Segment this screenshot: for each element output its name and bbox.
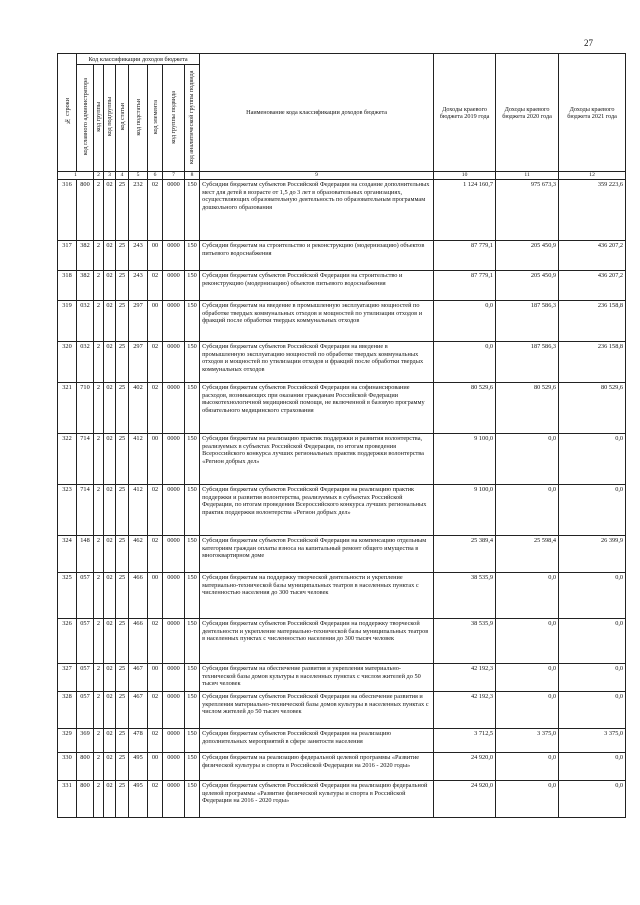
- amount-y2020: 187 586,3: [496, 342, 559, 383]
- code-admin: 710: [77, 383, 94, 434]
- code-sub: 0000: [163, 485, 185, 536]
- code-sg: 02: [104, 573, 116, 619]
- code-st: 25: [116, 729, 129, 753]
- amount-y2020: 0,0: [496, 434, 559, 485]
- code-ss: 297: [129, 301, 148, 342]
- table-row: [58, 485, 626, 536]
- code-sub: 0000: [163, 781, 185, 818]
- amount-y2021: 436 207,2: [559, 271, 626, 301]
- table-row: [58, 271, 626, 301]
- code-an: 150: [185, 781, 200, 818]
- table-row: [58, 619, 626, 664]
- table-row: [58, 301, 626, 342]
- amount-y2019: 87 779,1: [434, 241, 496, 271]
- code-st: 25: [116, 573, 129, 619]
- header-income-2020: Доходы краевого бюджета 2020 года: [496, 54, 559, 172]
- code-g: 2: [94, 573, 104, 619]
- header-element: код элемента: [148, 65, 163, 172]
- amount-y2020: 0,0: [496, 692, 559, 729]
- code-sub: 0000: [163, 573, 185, 619]
- code-sub: 0000: [163, 241, 185, 271]
- code-an: 150: [185, 729, 200, 753]
- column-number: 4: [116, 172, 129, 180]
- code-admin: 800: [77, 753, 94, 781]
- code-n: 324: [58, 536, 77, 573]
- code-g: 2: [94, 383, 104, 434]
- column-number: 8: [185, 172, 200, 180]
- column-number-row: [58, 172, 626, 180]
- header-name: Наименование кода классификации доходов бюджета: [200, 54, 434, 172]
- code-ss: 466: [129, 573, 148, 619]
- amount-y2021: 26 399,9: [559, 536, 626, 573]
- column-number: 10: [434, 172, 496, 180]
- code-ss: 495: [129, 753, 148, 781]
- code-ss: 462: [129, 536, 148, 573]
- code-admin: 714: [77, 434, 94, 485]
- code-el: 00: [148, 241, 163, 271]
- amount-y2021: 0,0: [559, 664, 626, 692]
- code-an: 150: [185, 383, 200, 434]
- code-g: 2: [94, 729, 104, 753]
- code-g: 2: [94, 342, 104, 383]
- amount-y2021: 236 158,8: [559, 301, 626, 342]
- code-el: 00: [148, 301, 163, 342]
- code-sg: 02: [104, 180, 116, 241]
- table-row: [58, 753, 626, 781]
- code-n: 331: [58, 781, 77, 818]
- amount-y2021: 3 375,0: [559, 729, 626, 753]
- code-g: 2: [94, 241, 104, 271]
- code-admin: 800: [77, 180, 94, 241]
- income-code-name: Субсидии бюджетам субъектов Российской Федерации на софинансирование расходов, возникающих при оказании гражданам Российской Федерации высокотехнологичной медицинской помощи, не включенной в базовую программу обязательного медицинского страхования: [200, 383, 434, 434]
- code-sg: 02: [104, 485, 116, 536]
- header-income-2019: Доходы краевого бюджета 2019 года: [434, 54, 496, 172]
- code-an: 150: [185, 573, 200, 619]
- code-n: 320: [58, 342, 77, 383]
- code-el: 00: [148, 664, 163, 692]
- code-el: 02: [148, 383, 163, 434]
- code-el: 02: [148, 729, 163, 753]
- code-an: 150: [185, 485, 200, 536]
- code-ss: 232: [129, 180, 148, 241]
- table-row: [58, 241, 626, 271]
- code-admin: 057: [77, 573, 94, 619]
- code-sg: 02: [104, 271, 116, 301]
- amount-y2019: 25 389,4: [434, 536, 496, 573]
- header-subgroup: код подгруппы: [104, 65, 116, 172]
- code-sub: 0000: [163, 692, 185, 729]
- code-sg: 02: [104, 536, 116, 573]
- code-el: 02: [148, 180, 163, 241]
- code-g: 2: [94, 692, 104, 729]
- amount-y2019: 9 100,0: [434, 434, 496, 485]
- code-st: 25: [116, 342, 129, 383]
- amount-y2020: 0,0: [496, 664, 559, 692]
- income-code-name: Субсидии бюджетам на реализацию федеральной целевой программы «Развитие физической культуры и спорта в Российской Федерации на 2016 - 2020 годы»: [200, 753, 434, 781]
- amount-y2021: 0,0: [559, 781, 626, 818]
- code-el: 02: [148, 342, 163, 383]
- code-g: 2: [94, 180, 104, 241]
- code-ss: 467: [129, 692, 148, 729]
- amount-y2021: 236 158,8: [559, 342, 626, 383]
- code-el: 02: [148, 692, 163, 729]
- code-el: 02: [148, 536, 163, 573]
- code-an: 150: [185, 342, 200, 383]
- code-sub: 0000: [163, 664, 185, 692]
- amount-y2021: 436 207,2: [559, 241, 626, 271]
- code-g: 2: [94, 485, 104, 536]
- code-sub: 0000: [163, 342, 185, 383]
- code-sg: 02: [104, 383, 116, 434]
- code-admin: 057: [77, 692, 94, 729]
- code-n: 329: [58, 729, 77, 753]
- header-subarticle: код подстатьи: [129, 65, 148, 172]
- amount-y2019: 1 124 160,7: [434, 180, 496, 241]
- code-admin: 382: [77, 271, 94, 301]
- code-el: 00: [148, 434, 163, 485]
- column-number: 1: [58, 172, 94, 180]
- amount-y2020: 0,0: [496, 619, 559, 664]
- code-st: 25: [116, 485, 129, 536]
- amount-y2020: 80 529,6: [496, 383, 559, 434]
- column-number: 7: [163, 172, 185, 180]
- column-number: 6: [148, 172, 163, 180]
- code-st: 25: [116, 241, 129, 271]
- amount-y2021: 80 529,6: [559, 383, 626, 434]
- code-n: 326: [58, 619, 77, 664]
- table-row: [58, 729, 626, 753]
- code-admin: 032: [77, 342, 94, 383]
- code-n: 317: [58, 241, 77, 271]
- code-admin: 800: [77, 781, 94, 818]
- column-number: 11: [496, 172, 559, 180]
- code-an: 150: [185, 301, 200, 342]
- amount-y2020: 975 673,3: [496, 180, 559, 241]
- code-el: 02: [148, 485, 163, 536]
- code-st: 25: [116, 434, 129, 485]
- code-an: 150: [185, 664, 200, 692]
- income-code-name: Субсидии бюджетам субъектов Российской Федерации на строительство и реконструкцию (модернизацию) объектов питьевого водоснабжения: [200, 271, 434, 301]
- income-code-name: Субсидии бюджетам на поддержку творческой деятельности и укрепление материально-технической базы муниципальных театров в населенных пунктах с численностью населения до 300 тысяч человек: [200, 573, 434, 619]
- code-sg: 02: [104, 664, 116, 692]
- income-code-name: Субсидии бюджетам на введение в промышленную эксплуатацию мощностей по обработке твердых коммунальных отходов и мощностей по утилизации отходов и фракций после обработки твердых коммунальных отходов: [200, 301, 434, 342]
- header-analytic-group: код аналитической группы подвида: [185, 65, 200, 172]
- code-an: 150: [185, 180, 200, 241]
- code-admin: 382: [77, 241, 94, 271]
- amount-y2019: 42 192,3: [434, 692, 496, 729]
- code-admin: 714: [77, 485, 94, 536]
- amount-y2021: 359 223,6: [559, 180, 626, 241]
- code-an: 150: [185, 241, 200, 271]
- code-ss: 243: [129, 271, 148, 301]
- amount-y2019: 42 192,3: [434, 664, 496, 692]
- table-row: [58, 664, 626, 692]
- header-classification-group: Код классификации доходов бюджета: [77, 54, 200, 65]
- income-code-name: Субсидии бюджетам субъектов Российской Федерации на реализацию практик поддержки и развития волонтерства, реализуемых в субъектах Российской Федерации, по итогам проведения Всероссийского конкурса лучших региональных практик поддержки волонтерства «Регион добрых дел»: [200, 485, 434, 536]
- amount-y2019: 38 535,9: [434, 619, 496, 664]
- code-sub: 0000: [163, 301, 185, 342]
- amount-y2021: 0,0: [559, 692, 626, 729]
- amount-y2021: 0,0: [559, 485, 626, 536]
- code-sg: 02: [104, 241, 116, 271]
- code-g: 2: [94, 753, 104, 781]
- code-st: 25: [116, 301, 129, 342]
- code-sub: 0000: [163, 536, 185, 573]
- income-code-name: Субсидии бюджетам на строительство и реконструкцию (модернизацию) объектов питьевого водоснабжения: [200, 241, 434, 271]
- code-an: 150: [185, 619, 200, 664]
- amount-y2020: 205 450,9: [496, 241, 559, 271]
- amount-y2019: 24 920,0: [434, 753, 496, 781]
- code-el: 02: [148, 271, 163, 301]
- code-st: 25: [116, 536, 129, 573]
- amount-y2019: 87 779,1: [434, 271, 496, 301]
- code-sub: 0000: [163, 180, 185, 241]
- header-admin: код главного администратора: [77, 65, 94, 172]
- income-code-name: Субсидии бюджетам субъектов Российской Федерации на поддержку творческой деятельности и укрепление материально-технической базы муниципальных театров в населенных пунктах с численностью населения до 300 тысяч человек: [200, 619, 434, 664]
- code-sg: 02: [104, 342, 116, 383]
- code-g: 2: [94, 664, 104, 692]
- amount-y2020: 0,0: [496, 781, 559, 818]
- page-number: 27: [584, 38, 593, 48]
- amount-y2021: 0,0: [559, 619, 626, 664]
- column-number: 9: [200, 172, 434, 180]
- code-st: 25: [116, 383, 129, 434]
- code-ss: 412: [129, 485, 148, 536]
- amount-y2019: 9 100,0: [434, 485, 496, 536]
- code-n: 319: [58, 301, 77, 342]
- code-ss: 412: [129, 434, 148, 485]
- code-ss: 402: [129, 383, 148, 434]
- column-number: 5: [129, 172, 148, 180]
- code-ss: 495: [129, 781, 148, 818]
- header-income-2021: Доходы краевого бюджета 2021 года: [559, 54, 626, 172]
- code-st: 25: [116, 753, 129, 781]
- amount-y2020: 205 450,9: [496, 271, 559, 301]
- code-sub: 0000: [163, 271, 185, 301]
- budget-revenue-table: [57, 53, 626, 818]
- income-code-name: Субсидии бюджетам субъектов Российской Федерации на реализацию дополнительных мероприятий в сфере занятости населения: [200, 729, 434, 753]
- amount-y2020: 0,0: [496, 485, 559, 536]
- code-sub: 0000: [163, 383, 185, 434]
- table-row: [58, 536, 626, 573]
- code-g: 2: [94, 434, 104, 485]
- code-sub: 0000: [163, 729, 185, 753]
- code-ss: 478: [129, 729, 148, 753]
- code-st: 25: [116, 692, 129, 729]
- code-n: 323: [58, 485, 77, 536]
- code-sg: 02: [104, 619, 116, 664]
- income-code-name: Субсидии бюджетам субъектов Российской Федерации на реализацию федеральной целевой программы «Развитие физической культуры и спорта в Российской Федерации на 2016 - 2020 годы»: [200, 781, 434, 818]
- code-sub: 0000: [163, 619, 185, 664]
- header-article: код статьи: [116, 65, 129, 172]
- code-sg: 02: [104, 729, 116, 753]
- code-ss: 466: [129, 619, 148, 664]
- code-sg: 02: [104, 781, 116, 818]
- code-sub: 0000: [163, 434, 185, 485]
- table-row: [58, 573, 626, 619]
- code-st: 25: [116, 180, 129, 241]
- amount-y2021: 0,0: [559, 753, 626, 781]
- code-ss: 243: [129, 241, 148, 271]
- code-g: 2: [94, 271, 104, 301]
- code-n: 328: [58, 692, 77, 729]
- code-ss: 467: [129, 664, 148, 692]
- code-an: 150: [185, 536, 200, 573]
- code-an: 150: [185, 692, 200, 729]
- column-number: 2: [94, 172, 104, 180]
- amount-y2020: 25 598,4: [496, 536, 559, 573]
- code-admin: 057: [77, 619, 94, 664]
- column-number: 12: [559, 172, 626, 180]
- code-g: 2: [94, 536, 104, 573]
- income-code-name: Субсидии бюджетам субъектов Российской Федерации на создание дополнительных мест для детей в возрасте от 1,5 до 3 лет в образовательных организациях, осуществляющих образовательную деятельность по образовательным программам дошкольного образования: [200, 180, 434, 241]
- amount-y2019: 3 712,5: [434, 729, 496, 753]
- amount-y2021: 0,0: [559, 434, 626, 485]
- code-sg: 02: [104, 434, 116, 485]
- table-row: [58, 434, 626, 485]
- code-sg: 02: [104, 301, 116, 342]
- amount-y2020: 3 375,0: [496, 729, 559, 753]
- code-sg: 02: [104, 753, 116, 781]
- amount-y2021: 0,0: [559, 573, 626, 619]
- code-n: 330: [58, 753, 77, 781]
- amount-y2019: 0,0: [434, 301, 496, 342]
- code-n: 325: [58, 573, 77, 619]
- code-st: 25: [116, 271, 129, 301]
- code-n: 322: [58, 434, 77, 485]
- amount-y2020: 187 586,3: [496, 301, 559, 342]
- code-sub: 0000: [163, 753, 185, 781]
- header-group: код группы: [94, 65, 104, 172]
- amount-y2019: 24 920,0: [434, 781, 496, 818]
- code-sg: 02: [104, 692, 116, 729]
- code-st: 25: [116, 619, 129, 664]
- code-an: 150: [185, 271, 200, 301]
- code-n: 327: [58, 664, 77, 692]
- income-code-name: Субсидии бюджетам субъектов Российской Федерации на введение в промышленную эксплуатацию мощностей по обработке твердых коммунальных отходов и мощностей по утилизации отходов и фракций после обработки твердых коммунальных отходов: [200, 342, 434, 383]
- code-st: 25: [116, 781, 129, 818]
- code-admin: 057: [77, 664, 94, 692]
- table-row: [58, 692, 626, 729]
- amount-y2020: 0,0: [496, 573, 559, 619]
- amount-y2019: 0,0: [434, 342, 496, 383]
- code-st: 25: [116, 664, 129, 692]
- code-n: 318: [58, 271, 77, 301]
- header-row-no: № строки: [58, 54, 77, 172]
- code-g: 2: [94, 619, 104, 664]
- code-el: 02: [148, 781, 163, 818]
- code-n: 316: [58, 180, 77, 241]
- table-row: [58, 342, 626, 383]
- table-row: [58, 383, 626, 434]
- code-el: 00: [148, 753, 163, 781]
- code-el: 02: [148, 619, 163, 664]
- column-number: 3: [104, 172, 116, 180]
- amount-y2019: 80 529,6: [434, 383, 496, 434]
- code-n: 321: [58, 383, 77, 434]
- income-code-name: Субсидии бюджетам на обеспечение развития и укрепления материально-технической базы домов культуры в населенных пунктах с числом жителей до 50 тысяч человек: [200, 664, 434, 692]
- income-code-name: Субсидии бюджетам субъектов Российской Федерации на компенсацию отдельным категориям граждан оплаты взноса на капитальный ремонт общего имущества в многоквартирном доме: [200, 536, 434, 573]
- code-admin: 369: [77, 729, 94, 753]
- code-el: 00: [148, 573, 163, 619]
- income-code-name: Субсидии бюджетам на реализацию практик поддержки и развития волонтерства, реализуемых в субъектах Российской Федерации, по итогам проведения Всероссийского конкурса лучших региональных практик поддержки волонтерства «Регион добрых дел»: [200, 434, 434, 485]
- code-g: 2: [94, 301, 104, 342]
- code-an: 150: [185, 753, 200, 781]
- table-row: [58, 180, 626, 241]
- amount-y2019: 38 535,9: [434, 573, 496, 619]
- amount-y2020: 0,0: [496, 753, 559, 781]
- header-subtype-group: код группы подвида: [163, 65, 185, 172]
- table-row: [58, 781, 626, 818]
- code-admin: 148: [77, 536, 94, 573]
- code-g: 2: [94, 781, 104, 818]
- code-admin: 032: [77, 301, 94, 342]
- code-ss: 297: [129, 342, 148, 383]
- code-an: 150: [185, 434, 200, 485]
- income-code-name: Субсидии бюджетам субъектов Российской Федерации на обеспечение развития и укрепления материально-технической базы домов культуры в населенных пунктах с числом жителей до 50 тысяч человек: [200, 692, 434, 729]
